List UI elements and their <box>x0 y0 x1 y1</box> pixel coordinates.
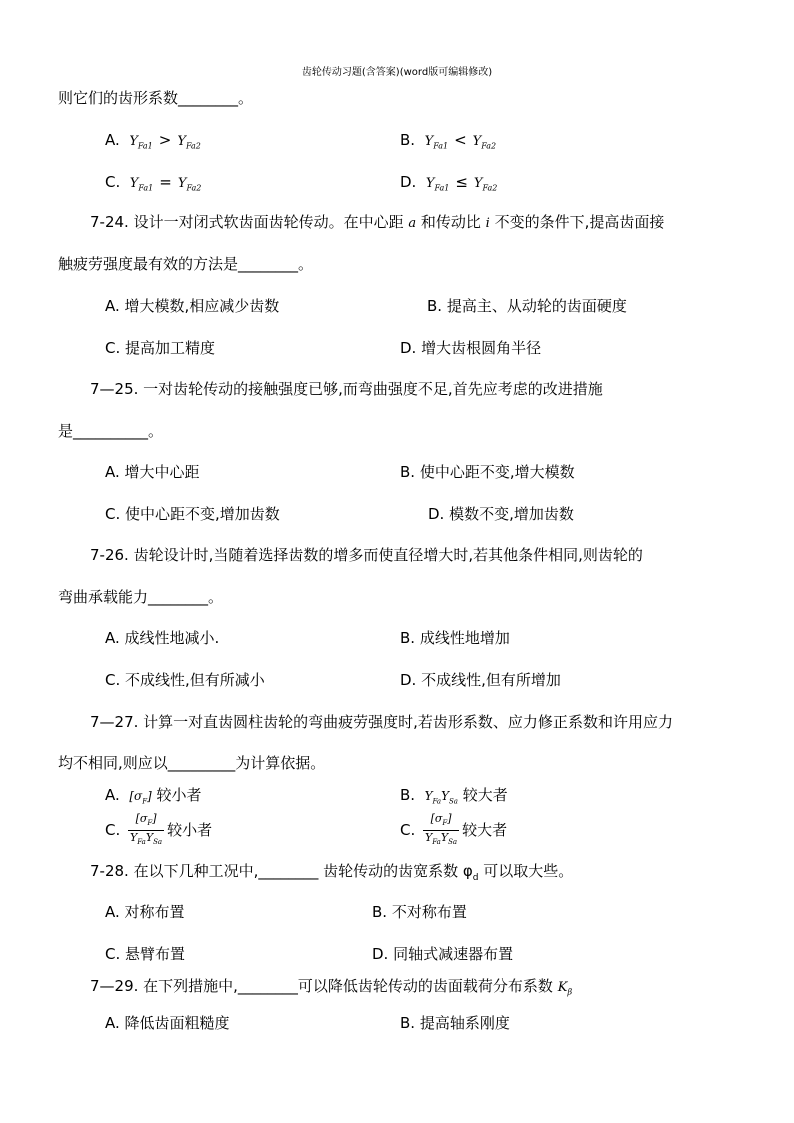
q23-option-d: D. $Y_{Fa1} \le Y_{Fa2}$ <box>400 173 498 193</box>
fraction-sigma-over-y: $\frac{[\sigma_F]}{Y_{Fa}Y_{Sa}}$ <box>425 812 458 847</box>
q29-option-b: B. 提高轴系刚度 <box>400 1014 510 1032</box>
question-7-28: 7-28. 在以下几种工况中,________ 齿轮传动的齿宽系数 $\varphi_d$ 可以取大些。 <box>90 862 574 883</box>
q25-option-c: C. 使中心距不变,增加齿数 <box>105 505 280 523</box>
question-7-27: 7—27. 计算一对直齿圆柱齿轮的弯曲疲劳强度时,若齿形系数、应力修正系数和许用应力 <box>90 713 673 731</box>
q25-option-d: D. 模数不变,增加齿数 <box>428 505 574 523</box>
q27-option-a: A. $[\sigma_F]$ 较小者 <box>105 786 202 806</box>
question-7-25-cont: 是__________。 <box>58 422 164 440</box>
question-7-26-cont: 弯曲承载能力________。 <box>58 588 224 606</box>
q23-option-a: A. $Y_{Fa1} > Y_{Fa2}$ <box>105 131 201 151</box>
q26-option-d: D. 不成线性,但有所增加 <box>400 671 561 689</box>
q24-option-a: A. 增大模数,相应减少齿数 <box>105 297 280 315</box>
q27-option-c: C. $\frac{[\sigma_F]}{Y_{Fa}Y_{Sa}}$ 较小者 <box>105 812 212 849</box>
q24-option-b: B. 提高主、从动轮的齿面硬度 <box>427 297 627 315</box>
q29-option-a: A. 降低齿面粗糙度 <box>105 1014 230 1032</box>
q23-option-b: B. $Y_{Fa1} < Y_{Fa2}$ <box>400 131 497 151</box>
q28-option-c: C. 悬臂布置 <box>105 945 186 963</box>
question-7-27-cont: 均不相同,则应以_________为计算依据。 <box>58 754 326 772</box>
q26-option-a: A. 成线性地减小. <box>105 629 220 647</box>
q26-option-b: B. 成线性地增加 <box>400 629 510 647</box>
q25-option-a: A. 增大中心距 <box>105 463 200 481</box>
question-7-29: 7—29. 在下列措施中,________可以降低齿轮传动的齿面载荷分布系数 $K_\beta$ <box>90 977 573 997</box>
question-7-25: 7—25. 一对齿轮传动的接触强度已够,而弯曲强度不足,首先应考虑的改进措施 <box>90 380 603 398</box>
question-continuation: 则它们的齿形系数________。 <box>58 89 254 107</box>
q28-option-d: D. 同轴式减速器布置 <box>372 945 514 963</box>
q27-option-b: B. $Y_{Fa}Y_{Sa}$ 较大者 <box>400 786 508 806</box>
question-7-24-cont: 触疲劳强度最有效的方法是________。 <box>58 255 314 273</box>
question-7-24: 7-24. 设计一对闭式软齿面齿轮传动。在中心距 a 和传动比 i 不变的条件下,提高齿面接 <box>90 213 665 231</box>
q27-option-d: C. $\frac{[\sigma_F]}{Y_{Fa}Y_{Sa}}$ 较大者 <box>400 812 507 849</box>
question-7-26: 7-26. 齿轮设计时,当随着选择齿数的增多而使直径增大时,若其他条件相同,则齿轮的 <box>90 546 643 564</box>
page-header: 齿轮传动习题(含答案)(word版可编辑修改) <box>301 67 493 78</box>
q28-option-a: A. 对称布置 <box>105 903 185 921</box>
q23-option-c: C. $Y_{Fa1} = Y_{Fa2}$ <box>105 173 202 193</box>
q24-option-d: D. 增大齿根圆角半径 <box>400 339 542 357</box>
q24-option-c: C. 提高加工精度 <box>105 339 216 357</box>
q25-option-b: B. 使中心距不变,增大模数 <box>400 463 575 481</box>
q28-option-b: B. 不对称布置 <box>372 903 467 921</box>
q26-option-c: C. 不成线性,但有所减小 <box>105 671 265 689</box>
fraction-sigma-over-y: $\frac{[\sigma_F]}{Y_{Fa}Y_{Sa}}$ <box>130 812 163 847</box>
